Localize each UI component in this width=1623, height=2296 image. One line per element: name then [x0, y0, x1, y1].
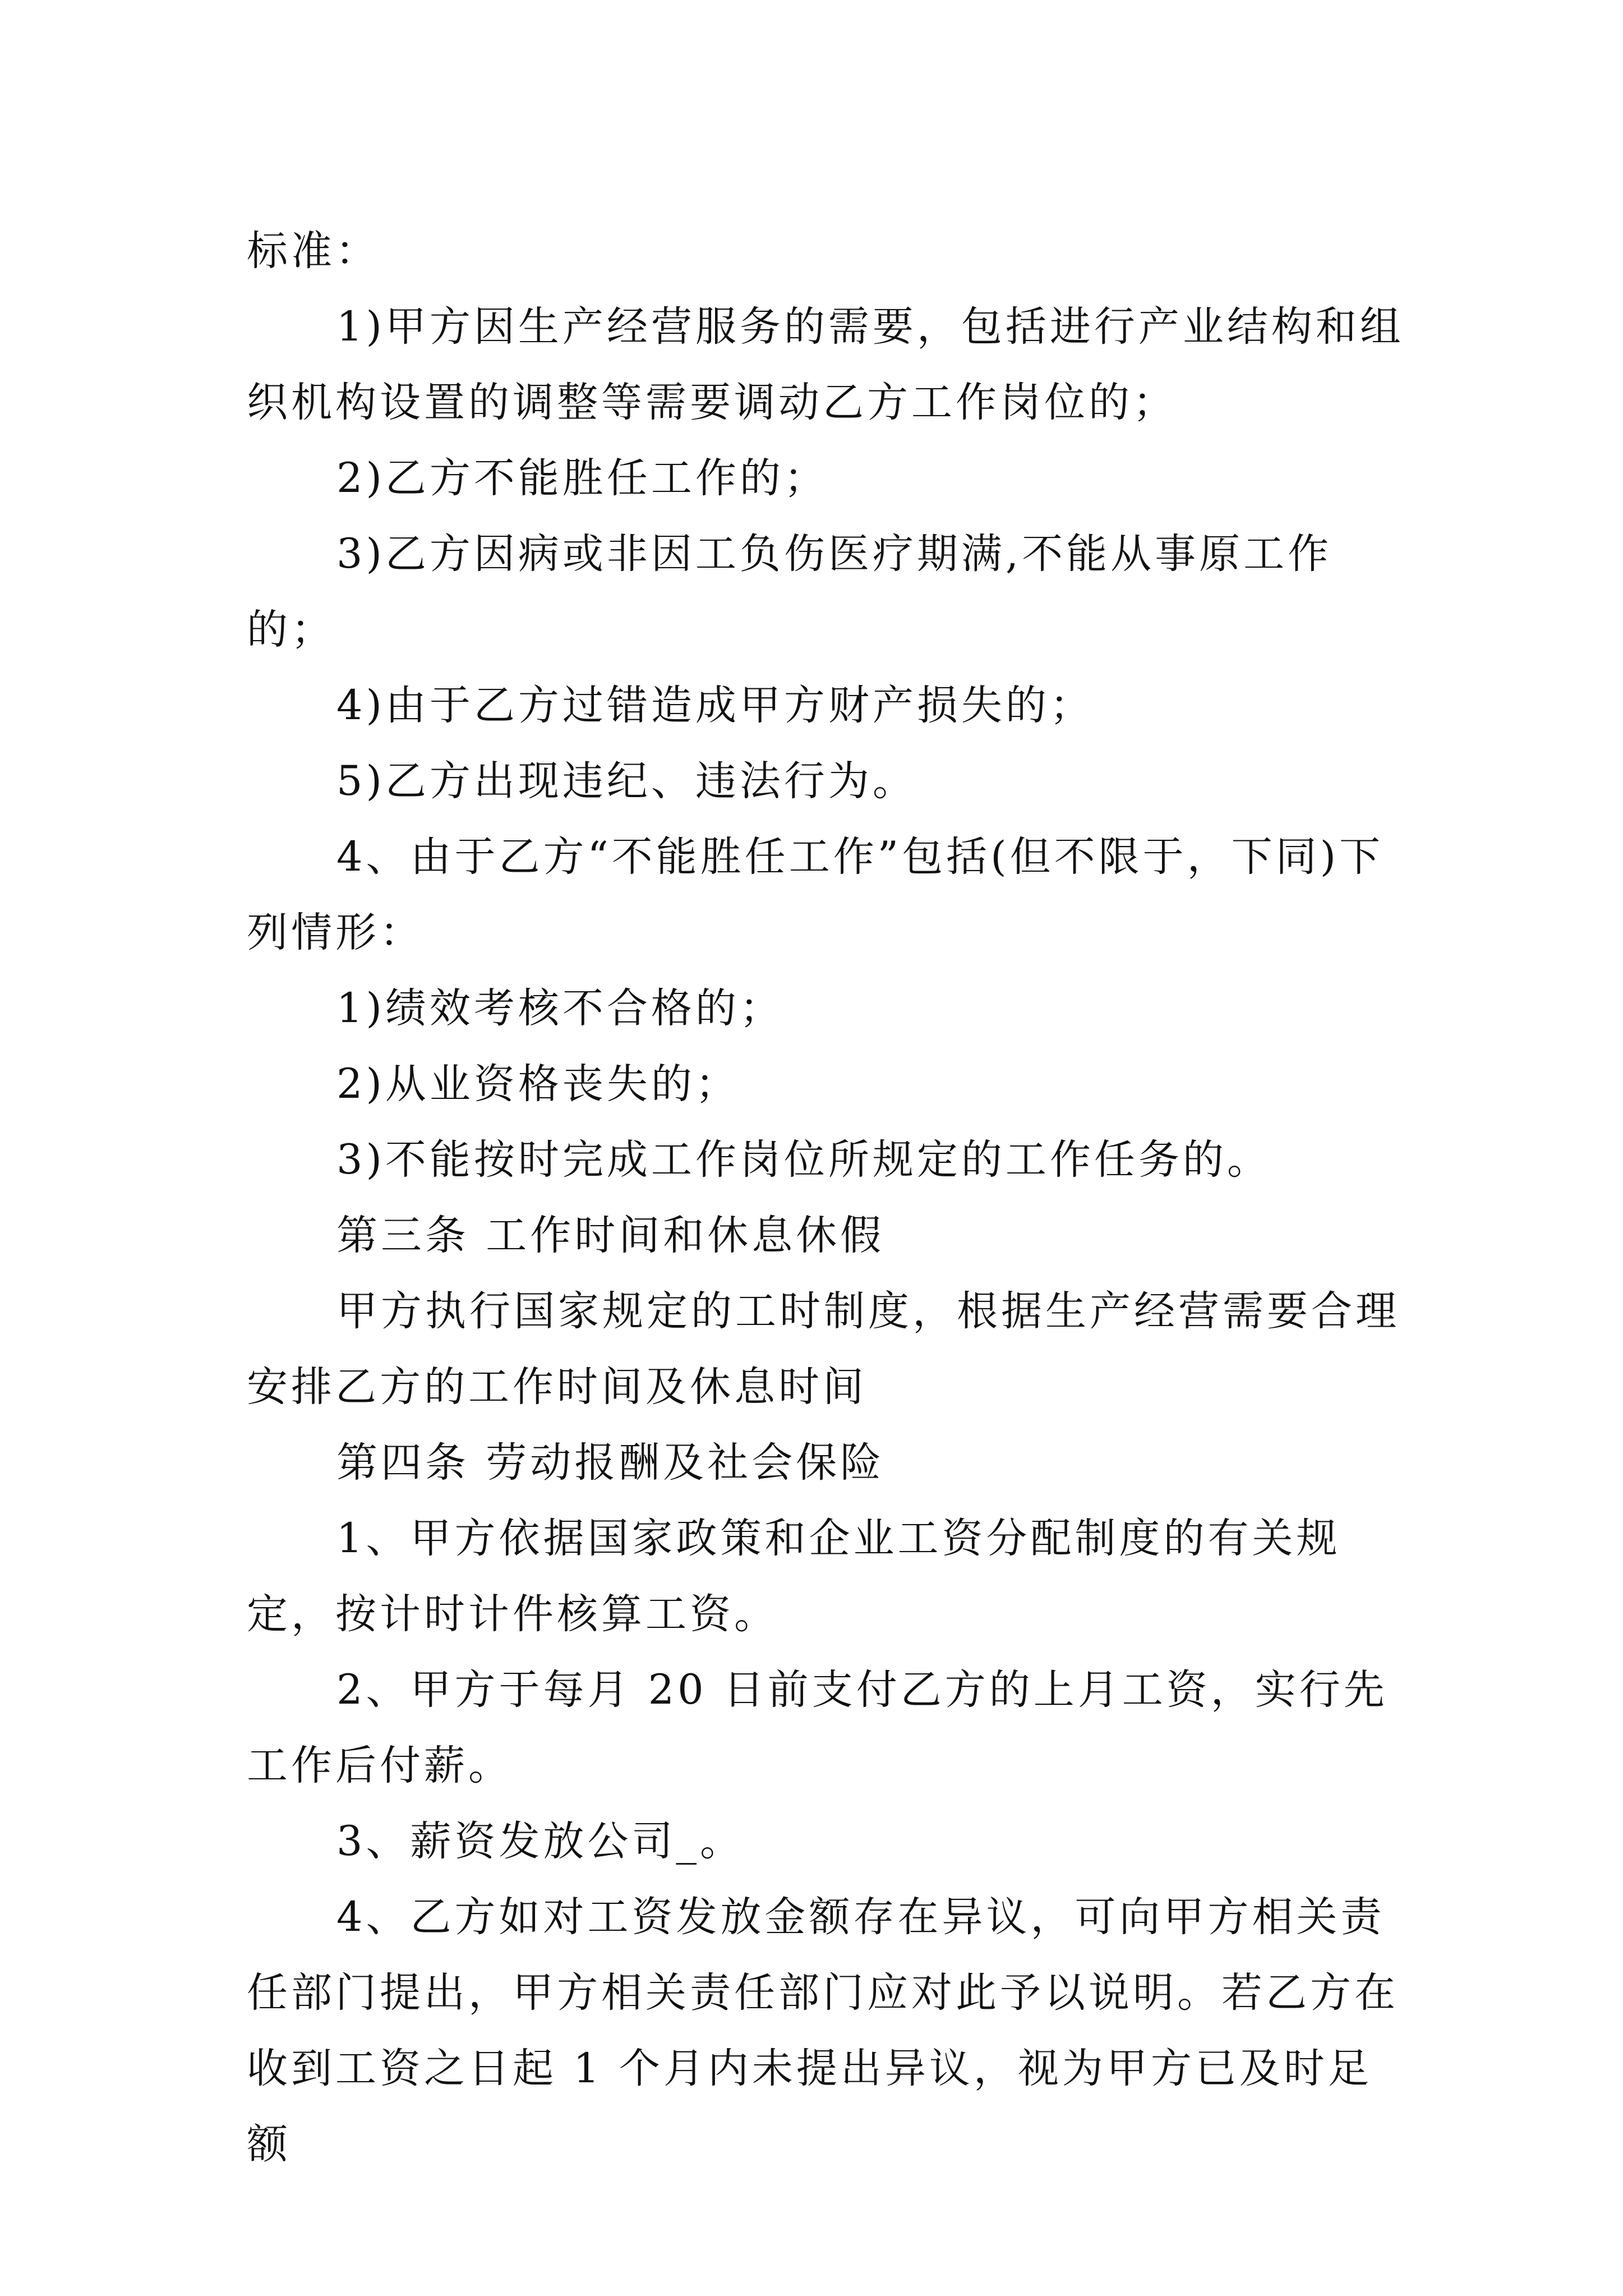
paragraph-pay-2: 2、甲方于每月 20 日前支付乙方的上月工资，实行先工作后付薪。: [247, 1666, 1388, 1789]
paragraph-sub-item-2: 2)从业资格丧失的；: [336, 1060, 740, 1108]
paragraph-pay-3: 3、薪资发放公司_。: [336, 1818, 744, 1865]
paragraph-sub-item-3: 3)不能按时完成工作岗位所规定的工作任务的。: [336, 1136, 1271, 1184]
document-body: [247, 213, 1413, 2182]
paragraph-sub-item-1: 1)绩效考核不合格的；: [336, 984, 784, 1032]
paragraph-clause-4: 4、由于乙方“不能胜任工作”包括(但不限于，下同)下列情形：: [247, 833, 1384, 956]
paragraph-pay-1: 1、甲方依据国家政策和企业工资分配制度的有关规定，按计时计件核算工资。: [247, 1515, 1341, 1638]
paragraph-item-5: 5)乙方出现违纪、违法行为。: [336, 757, 917, 805]
paragraph-working-hours: 甲方执行国家规定的工时制度，根据生产经营需要合理安排乙方的工作时间及休息时间: [247, 1287, 1400, 1411]
paragraph-item-4: 4)由于乙方过错造成甲方财产损失的；: [336, 682, 1094, 729]
section-heading-article-4: 第四条 劳动报酬及社会保险: [336, 1439, 885, 1487]
section-heading-article-3: 第三条 工作时间和休息休假: [336, 1212, 885, 1259]
paragraph-item-1: 1)甲方因生产经营服务的需要，包括进行产业结构和组织机构设置的调整等需要调动乙方工作岗位的；: [247, 303, 1404, 426]
paragraph-pay-4: 4、乙方如对工资发放金额存在异议，可向甲方相关责任部门提出，甲方相关责任部门应对此予以说明。若乙方在收到工资之日起 1 个月内未提出异议，视为甲方已及时足额: [247, 1893, 1399, 2168]
paragraph-item-2: 2)乙方不能胜任工作的；: [336, 454, 828, 502]
paragraph-standard-label: 标准：: [247, 227, 380, 275]
paragraph-item-3: 3)乙方因病或非因工负伤医疗期满,不能从事原工作的；: [247, 530, 1332, 654]
